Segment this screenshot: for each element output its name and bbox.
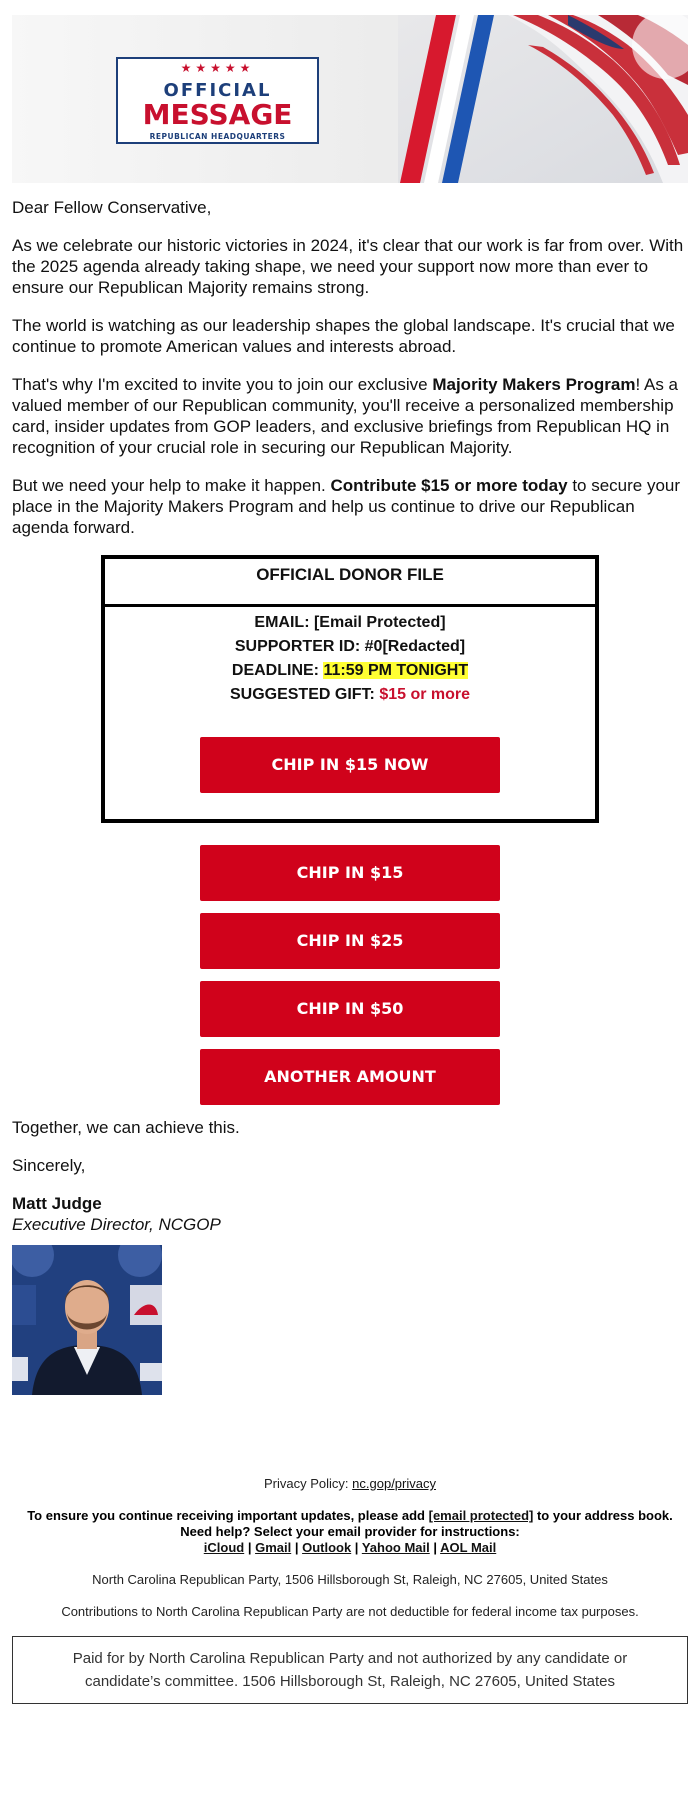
letter-body xyxy=(12,197,688,538)
suggested-gift-value: $15 or more xyxy=(379,686,471,703)
official-message-logo xyxy=(116,57,319,144)
aol-mail-link[interactable]: AOL Mail xyxy=(440,1540,497,1555)
signer-title: Executive Director, NCGOP xyxy=(12,1215,221,1234)
separator: | xyxy=(351,1540,362,1555)
deadline-value: 11:59 PM TONIGHT xyxy=(323,662,469,679)
yahoo-mail-link[interactable]: Yahoo Mail xyxy=(361,1540,430,1555)
american-flag-image xyxy=(398,15,688,183)
majority-makers-program-text: Majority Makers Program xyxy=(432,375,636,394)
separator: | xyxy=(429,1540,441,1555)
donation-buttons xyxy=(12,845,688,1105)
chip-in-15-now-button[interactable]: CHIP IN $15 NOW xyxy=(200,737,500,793)
email-protected-link[interactable]: [email protected] xyxy=(428,1508,534,1523)
gmail-link[interactable]: Gmail xyxy=(255,1540,292,1555)
footer xyxy=(12,1476,688,1704)
logo-official-text: OFFICIAL xyxy=(163,80,272,101)
notice-text-b: to your address book. Need help? Select your email provider for instructions: xyxy=(180,1508,673,1539)
deadline-label: DEADLINE: xyxy=(231,662,324,679)
chip-in-50-button[interactable]: CHIP IN $50 xyxy=(200,981,500,1037)
privacy-policy-line xyxy=(12,1476,688,1492)
paragraph-2: The world is watching as our leadership shapes the global landscape. It's crucial that we continue to promote American values and interests abroad. xyxy=(12,316,675,356)
logo-stars: ★★★★★ xyxy=(175,61,261,75)
paragraph-4 xyxy=(12,475,688,538)
paragraph-1: As we celebrate our historic victories in 2024, it's clear that our work is far from over. With the 2025 agenda already taking shape, we need your support now more than ever to ensure our Republican Majority remains strong. xyxy=(12,236,684,297)
privacy-label: Privacy Policy: xyxy=(264,1476,353,1491)
icloud-link[interactable]: iCloud xyxy=(203,1540,245,1555)
paragraph-3-text-a: That's why I'm excited to invite you to join our exclusive xyxy=(12,375,433,394)
chip-in-15-button[interactable]: CHIP IN $15 xyxy=(200,845,500,901)
official-donor-file-box xyxy=(101,555,599,823)
donor-file-title: OFFICIAL DONOR FILE xyxy=(105,559,595,607)
together-text: Together, we can achieve this. xyxy=(12,1118,240,1137)
header-banner xyxy=(12,15,688,183)
contribute-callout: Contribute $15 or more today xyxy=(330,476,568,495)
logo-subtitle: REPUBLICAN HEADQUARTERS xyxy=(149,132,286,141)
chip-in-25-button[interactable]: CHIP IN $25 xyxy=(200,913,500,969)
email-value: [Email Protected] xyxy=(313,614,446,631)
supporter-id-row xyxy=(105,635,595,659)
paragraph-4-text-b: to secure your place in the Majority Makers Program and help us continue to drive our Republican agenda forward. xyxy=(12,476,681,537)
supporter-id-label: SUPPORTER ID: xyxy=(234,638,365,655)
greeting: Dear Fellow Conservative, xyxy=(12,198,212,217)
paid-for-disclaimer: Paid for by North Carolina Republican Party and not authorized by any candidate or candidate’s committee. 1506 Hillsborough St, Raleigh, NC 27605, United States xyxy=(12,1636,688,1704)
email-row xyxy=(105,611,595,635)
another-amount-button[interactable]: ANOTHER AMOUNT xyxy=(200,1049,500,1105)
tax-disclaimer: Contributions to North Carolina Republican Party are not deductible for federal income tax purposes. xyxy=(61,1604,639,1619)
separator: | xyxy=(291,1540,303,1555)
sincerely-text: Sincerely, xyxy=(12,1156,86,1175)
notice-text-a: To ensure you continue receiving important updates, please add xyxy=(27,1508,429,1523)
suggested-gift-label: SUGGESTED GIFT: xyxy=(229,686,380,703)
outlook-link[interactable]: Outlook xyxy=(302,1540,352,1555)
suggested-gift-row xyxy=(105,683,595,707)
email-label: EMAIL: xyxy=(254,614,314,631)
supporter-id-value: #0[Redacted] xyxy=(364,638,466,655)
signer-name: Matt Judge xyxy=(12,1194,102,1213)
paragraph-4-text-a: But we need your help to make it happen. xyxy=(12,476,331,495)
donor-file-details xyxy=(105,607,595,819)
paragraph-3 xyxy=(12,374,688,458)
paragraph-3-text-b: ! As a valued member of our Republican community, you'll receive a personalized membership card, insider updates from GOP leaders, and exclusive briefings from Republican HQ in recognition of your crucial role in securing our Republican Majority. xyxy=(12,375,679,457)
logo-message-text: MESSAGE xyxy=(142,98,293,131)
separator: | xyxy=(244,1540,256,1555)
privacy-policy-link[interactable]: nc.gop/privacy xyxy=(352,1476,436,1491)
deadline-row xyxy=(105,659,595,683)
address-book-notice xyxy=(12,1508,688,1556)
signer-photo xyxy=(12,1245,162,1395)
signature-block xyxy=(12,1117,688,1235)
party-address: North Carolina Republican Party, 1506 Hillsborough St, Raleigh, NC 27605, United States xyxy=(92,1572,608,1587)
